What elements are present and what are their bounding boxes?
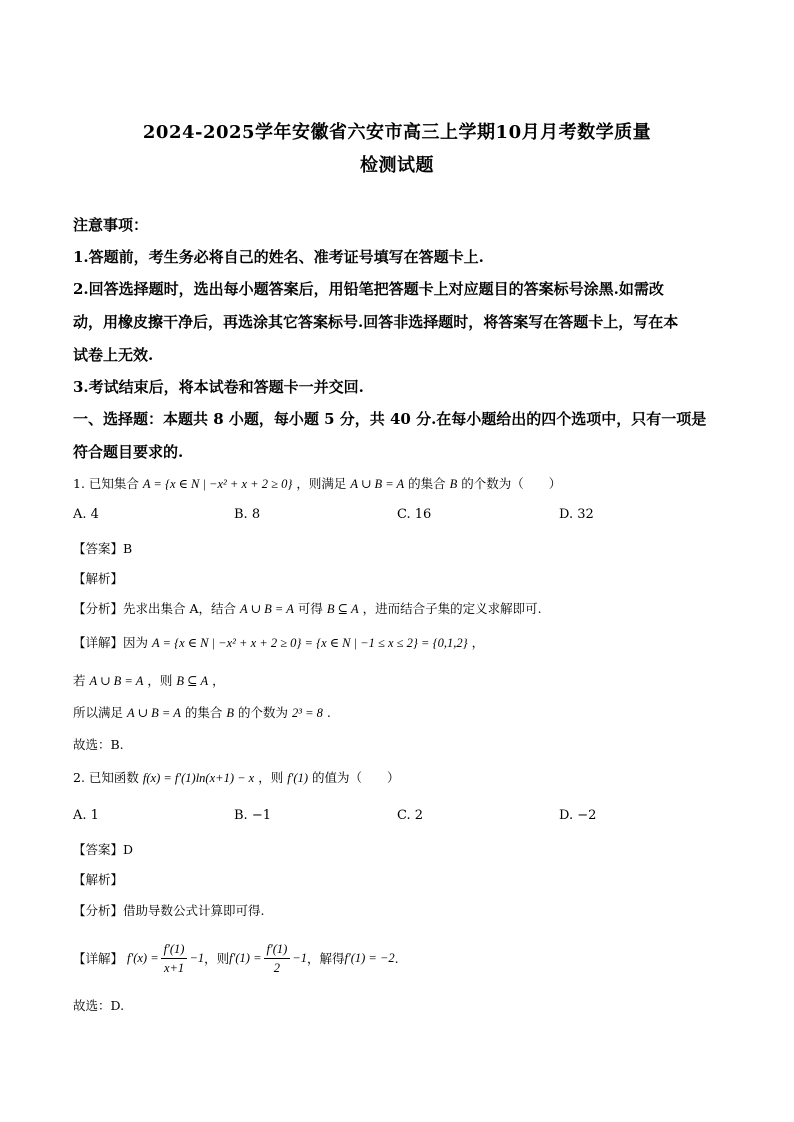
q2-option-d: D. −2 [559, 808, 597, 823]
q1-so-condition: A ∪ B = A [127, 706, 181, 720]
q2-fraction-1-numerator: f′(1) [161, 940, 188, 959]
q1-stem [73, 474, 733, 492]
q2-ask-expression: f′(1) [287, 771, 308, 785]
q1-option-c: C. 16 [397, 507, 432, 522]
q2-detail-then: ，则 [204, 951, 230, 966]
notes-item-3: 3.考试结束后，将本试卷和答题卡一并交回. [73, 378, 364, 396]
q2-answer: 【答案】D [73, 842, 134, 857]
q1-if-text-3: ， [212, 673, 225, 688]
notes-item-2-line2: 动，用橡皮擦干净后，再选涂其它答案标号.回答非选择题时，将答案写在答题卡上，写在本 [73, 313, 679, 331]
q1-stem-mid: ，则满足 [296, 476, 347, 491]
q2-stem-prefix: 2. 已知函数 [73, 770, 139, 785]
notes-heading: 注意事项： [73, 216, 149, 234]
q1-so-var: B [226, 706, 234, 720]
q1-set-expression: A = {x ∈ N | −x² + x + 2 ≥ 0} [142, 477, 293, 491]
q2-function-expression: f(x) = f′(1)ln(x+1) − x [142, 771, 255, 785]
q1-stem-set: 的集合 [408, 476, 446, 491]
q1-analysis-text-1: 【分析】先求出集合 A，结合 [73, 601, 237, 616]
q1-if-line [73, 671, 733, 689]
q2-fraction-1-denominator: x+1 [163, 960, 185, 975]
q1-detail-expression: A = {x ∈ N | −x² + x + 2 ≥ 0} = {x ∈ N | −1 ≤ x ≤ 2} = {0,1,2} [152, 636, 468, 650]
q2-option-c: C. 2 [397, 808, 424, 823]
document-title-line1: 2024-2025学年安徽省六安市高三上学期10月月考数学质量 [142, 122, 652, 143]
q1-analysis-text-3: ，进而结合子集的定义求解即可. [362, 601, 542, 616]
q2-detail-period: . [394, 950, 399, 966]
q2-fraction-1-tail: −1 [189, 950, 205, 965]
q2-fraction-2 [264, 940, 291, 977]
q1-jiexi-label: 【解析】 [73, 571, 124, 586]
q2-stem-suffix: 的值为（ ） [311, 770, 400, 785]
q1-var-b: B [449, 477, 458, 491]
q1-stem-suffix: 的个数为（ ） [461, 476, 562, 491]
q1-so-line [73, 703, 733, 721]
q2-analysis: 【分析】借助导数公式计算即可得. [73, 903, 265, 918]
q2-option-a: A. 1 [73, 808, 99, 823]
q1-analysis-text-2: 可得 [297, 601, 323, 616]
q1-detail-comma: ， [471, 635, 485, 650]
q2-detail-solve: ，解得 [306, 951, 345, 966]
q1-if-text-2: ，则 [147, 673, 173, 688]
q1-so-text-3: 的个数为 [237, 705, 288, 720]
q1-answer: 【答案】B [73, 541, 133, 556]
q1-option-b: B. 8 [234, 507, 261, 522]
q2-jiexi-label: 【解析】 [73, 872, 124, 887]
notes-item-2-line1: 2.回答选择题时，选出每小题答案后，用铅笔把答题卡上对应题目的答案标号涂黑.如需改 [73, 280, 664, 298]
q1-so-expression: 2³ = 8 [291, 706, 323, 720]
q1-if-text-1: 若 [73, 673, 86, 688]
q1-so-text-1: 所以满足 [73, 705, 124, 720]
q1-option-d: D. 32 [559, 507, 594, 522]
q2-option-b: B. −1 [234, 808, 271, 823]
q1-detail [73, 633, 733, 651]
q1-analysis-condition: A ∪ B = A [240, 602, 294, 616]
q2-choice: 故选：D. [73, 998, 125, 1013]
q1-analysis-subset: B ⊆ A [326, 602, 359, 616]
notes-item-1: 1.答题前，考生务必将自己的姓名、准考证号填写在答题卡上. [73, 248, 484, 266]
q2-detail [73, 935, 733, 981]
q1-choice: 故选：B. [73, 737, 124, 752]
q2-fraction-2-tail: −1 [292, 950, 307, 965]
section-heading-line1: 一、选择题：本题共 8 小题，每小题 5 分，共 40 分.在每小题给出的四个选项中，只有一项是 [73, 410, 707, 428]
q1-stem-prefix: 1. 已知集合 [73, 476, 139, 491]
q1-analysis [73, 599, 733, 617]
q2-result-expression: f′(1) = −2 [344, 950, 395, 965]
q2-fraction-2-denominator: 2 [273, 960, 281, 975]
q2-derivative-lhs: f′(x) = [127, 950, 159, 965]
q2-stem-mid: ，则 [258, 770, 284, 785]
q1-option-a: A. 4 [73, 507, 99, 522]
q1-if-condition: A ∪ B = A [89, 674, 144, 688]
notes-item-2-line3: 试卷上无效. [73, 346, 154, 364]
section-heading-line2: 符合题目要求的. [73, 443, 184, 461]
q2-value-lhs: f′(1) = [229, 950, 262, 965]
q1-union-condition: A ∪ B = A [350, 477, 405, 491]
q1-so-period: . [326, 705, 331, 720]
q1-if-subset: B ⊆ A [176, 674, 209, 688]
q2-stem [73, 768, 733, 786]
q2-fraction-2-numerator: f′(1) [264, 940, 291, 959]
document-title-line2: 检测试题 [360, 155, 434, 176]
q2-detail-label: 【详解】 [73, 951, 124, 966]
q1-so-text-2: 的集合 [184, 705, 223, 720]
q2-fraction-1 [161, 940, 188, 977]
q1-detail-label: 【详解】因为 [73, 635, 149, 650]
